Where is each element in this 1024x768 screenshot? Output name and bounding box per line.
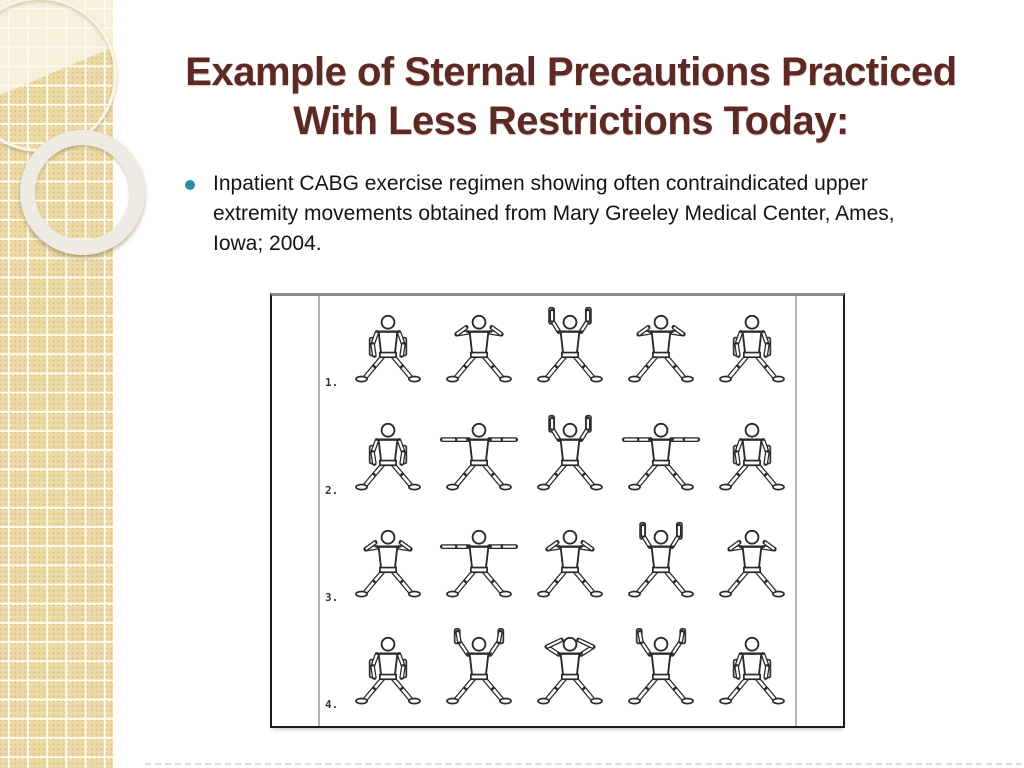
figure-cell — [706, 628, 797, 710]
exercise-row-label: 3. — [325, 591, 339, 604]
exercise-row-3 — [272, 521, 843, 617]
stick-figure-arms-overhead-press — [529, 414, 611, 496]
figure-cell — [524, 414, 615, 496]
figure-cell — [524, 521, 615, 603]
exercise-row-4 — [272, 628, 843, 724]
figure-cell — [342, 306, 433, 388]
exercise-figures — [342, 306, 797, 388]
figure-cell — [615, 414, 706, 496]
exercise-chart-image — [270, 293, 845, 728]
stick-figure-hands-behind-head — [529, 628, 611, 710]
figure-cell — [706, 521, 797, 603]
stick-figure-arms-down — [347, 628, 429, 710]
bullet-point-marker — [185, 180, 195, 190]
stick-figure-arms-down — [711, 628, 793, 710]
placeholder-bottom-edge — [145, 763, 1022, 765]
stick-figure-hands-to-shoulders — [711, 521, 793, 603]
exercise-row-label: 2. — [325, 484, 339, 497]
exercise-figures — [342, 414, 797, 496]
exercise-row-1 — [272, 306, 843, 402]
stick-figure-hands-to-shoulders — [438, 306, 520, 388]
figure-cell — [615, 628, 706, 710]
stick-figure-arms-overhead-v — [438, 628, 520, 710]
slide-title-line-1: Example of Sternal Precautions Practiced — [185, 50, 957, 94]
exercise-figures — [342, 521, 797, 603]
stick-figure-arms-down — [711, 414, 793, 496]
figure-cell — [706, 306, 797, 388]
stick-figure-arms-overhead-press — [620, 521, 702, 603]
figure-cell — [706, 414, 797, 496]
exercise-row-2 — [272, 414, 843, 510]
ring-thick-decoration — [20, 130, 145, 255]
figure-cell — [524, 306, 615, 388]
exercise-row-label: 1. — [325, 376, 339, 389]
bullet-text-line-2: extremity movements obtained from Mary Greeley Medical Center, Ames, — [213, 202, 895, 225]
slide-title-line-2: With Less Restrictions Today: — [293, 99, 849, 143]
stick-figure-arms-overhead-press — [529, 306, 611, 388]
figure-cell — [524, 628, 615, 710]
stick-figure-arms-down — [711, 306, 793, 388]
stick-figure-arms-down — [347, 414, 429, 496]
figure-cell — [433, 628, 524, 710]
bullet-text-line-3: Iowa; 2004. — [213, 232, 322, 255]
stick-figure-hands-to-shoulders — [620, 306, 702, 388]
exercise-figures — [342, 628, 797, 710]
slide-title — [122, 48, 1020, 146]
figure-cell — [342, 521, 433, 603]
figure-cell — [615, 521, 706, 603]
stick-figure-arms-out-t — [438, 414, 520, 496]
stick-figure-hands-to-shoulders — [347, 521, 429, 603]
stick-figure-arms-overhead-v — [620, 628, 702, 710]
bullet-text — [213, 169, 1013, 259]
sidebar-texture — [0, 0, 113, 768]
stick-figure-hands-to-shoulders — [529, 521, 611, 603]
figure-cell — [342, 414, 433, 496]
stick-figure-arms-out-t — [438, 521, 520, 603]
figure-cell — [433, 521, 524, 603]
figure-cell — [342, 628, 433, 710]
stick-figure-arms-out-t — [620, 414, 702, 496]
figure-cell — [615, 306, 706, 388]
figure-cell — [433, 306, 524, 388]
bullet-text-line-1: Inpatient CABG exercise regimen showing often contraindicated upper — [213, 172, 868, 195]
stick-figure-arms-down — [347, 306, 429, 388]
figure-cell — [433, 414, 524, 496]
exercise-row-label: 4. — [325, 698, 339, 711]
